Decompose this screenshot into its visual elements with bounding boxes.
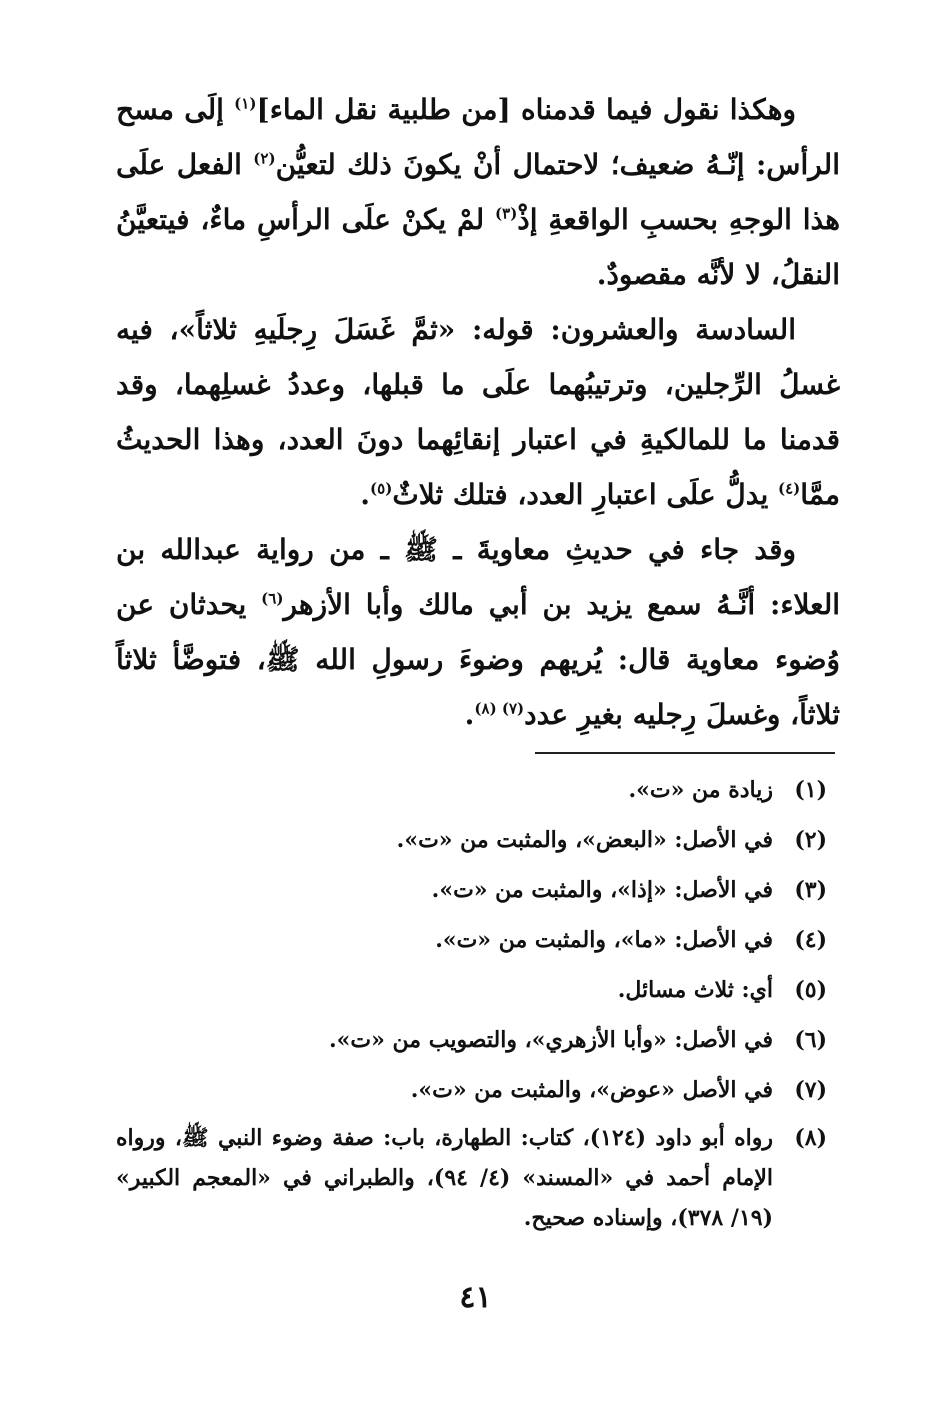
footnote-marker: (٦) [261, 589, 284, 608]
footnote-number: (١) [794, 777, 827, 803]
footnote-item [116, 1118, 827, 1238]
footnote-marker: (٢) [253, 149, 276, 168]
footnote-item [116, 868, 827, 918]
text-segment: قوله: «ثمَّ غَسَلَ رِجلَيهِ ثلاثاً»، فيه غسلُ الرِّجلين، وترتيبُهما علَى ما قبلها، وعددُ غسلِهما، وقد قدمنا ما للمالكيةِ في اعتبار إنقائِهما دونَ العدد، وهذا الحديثُ ممَّا [116, 313, 840, 511]
footnote-text: في الأصل: «إذا»، والمثبت من «ت». [431, 877, 773, 903]
footnote-item [116, 1068, 827, 1118]
paragraph [116, 302, 840, 522]
text-segment: لمْ يكنْ علَى الرأسِ ماءٌ، فيتعيَّنُ النقلُ، لا لأنَّه مقصودٌ. [116, 203, 840, 291]
footnote-marker: (٤) [778, 479, 801, 498]
text-segment: . [464, 698, 475, 731]
bold-text-segment: السادسة والعشرون: [533, 313, 796, 346]
footnote-text: زيادة من «ت». [628, 777, 773, 803]
text-segment: يدلُّ علَى اعتبارِ العدد، [507, 478, 778, 511]
bold-text-segment: فتلك ثلاثٌ [392, 478, 508, 511]
footnote-item [116, 918, 827, 968]
body-text-block [116, 82, 840, 742]
main-text [116, 82, 840, 742]
footnote-number: (٣) [794, 877, 827, 903]
footnote-text: في الأصل: «وأبا الأزهري»، والتصويب من «ت». [329, 1027, 773, 1053]
footnote-separator [535, 752, 835, 754]
text-segment: الفعل علَى هذا الوجهِ بحسبِ الواقعةِ إذْ [116, 148, 840, 236]
footnote-marker: (٧) (٨) [474, 699, 525, 718]
footnote-marker: (١) [234, 94, 257, 113]
text-segment: إلَى مسح الرأس: إنّـهُ ضعيف؛ لاحتمال أنْ يكونَ ذلك لتعيُّن [116, 93, 840, 181]
footnote-marker: (٣) [495, 204, 518, 223]
footnote-number: (٧) [794, 1077, 827, 1103]
paragraph [116, 522, 840, 742]
footnote-item [116, 968, 827, 1018]
paragraph [116, 82, 840, 302]
footnote-number: (٤) [794, 927, 827, 953]
footnote-text: أي: ثلاث مسائل. [617, 977, 773, 1003]
footnote-item [116, 1018, 827, 1068]
footnote-number: (٨) [794, 1125, 827, 1151]
footnote-text: في الأصل «عوض»، والمثبت من «ت». [410, 1077, 773, 1103]
footnote-text: رواه أبو داود (١٢٤)، كتاب: الطهارة، باب: صفة وضوء النبي ﷺ، ورواه الإمام أحمد في «المسند» (٤/ ٩٤)، والطبراني في «المعجم الكبير» (١٩/ ٣٧٨)، وإسناده صحيح. [116, 1125, 773, 1231]
footnote-text: في الأصل: «ما»، والمثبت من «ت». [435, 927, 773, 953]
page-number: ٤١ [459, 1280, 492, 1315]
text-segment: . [360, 478, 371, 511]
text-segment: يحدثان عن وُضوء معاوية قال: يُريهم وضوءَ رسولِ الله ﷺ، فتوضَّأ ثلاثاً ثلاثاً، وغسلَ رِجليه بغيرِ عدد [116, 588, 840, 731]
footnote-item [116, 768, 827, 818]
text-segment: وقد جاء في حديثِ معاويةَ ـ ﷺ ـ من رواية عبدالله بن العلاء: أنَّـهُ سمع يزيد بن أبي مالك وأبا الأزهر [116, 533, 841, 621]
footnote-marker: (٥) [370, 479, 393, 498]
footnote-number: (٦) [794, 1027, 827, 1053]
footnote-number: (٥) [794, 977, 827, 1003]
footnote-number: (٢) [794, 827, 827, 853]
footnotes-section [116, 768, 827, 1238]
footnote-item [116, 818, 827, 868]
text-segment: وهكذا نقول فيما قدمناه [من طلبية نقل الماء] [256, 93, 796, 126]
footnote-text: في الأصل: «البعض»، والمثبت من «ت». [396, 827, 773, 853]
